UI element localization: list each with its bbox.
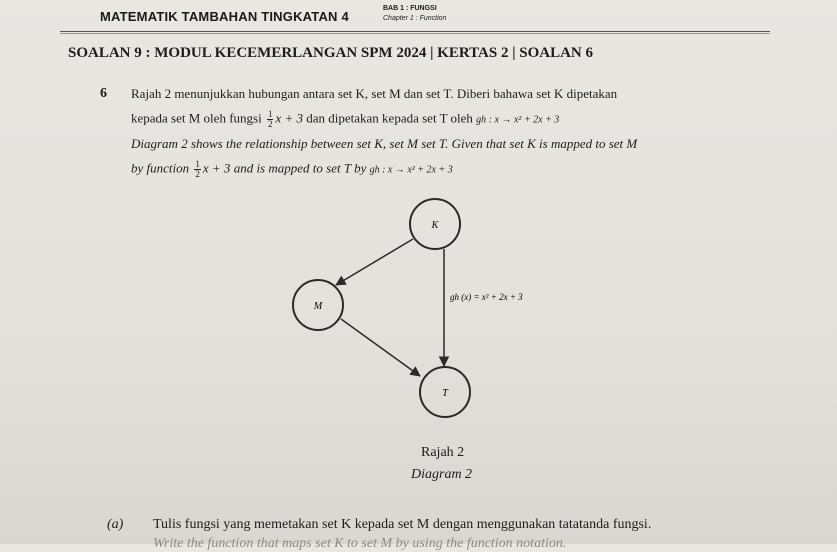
fraction-denominator: 2	[267, 119, 273, 129]
soalan-title: SOALAN 9 : MODUL KECEMERLANGAN SPM 2024 | KERTAS 2 | SOALAN 6	[68, 45, 594, 61]
fraction-denominator-en: 2	[195, 169, 200, 179]
fraction-numerator-en: 1	[195, 159, 200, 169]
english-line-2b: and is mapped to set T by	[233, 160, 367, 176]
question-number: 6	[100, 86, 107, 101]
function-tail-en: x + 3	[202, 160, 231, 176]
gh-mapping-en: gh : x → x² + 2x + 3	[369, 164, 453, 176]
malay-line-2a: kepada set M oleh fungsi	[131, 110, 262, 126]
malay-line-1: Rajah 2 menunjukkan hubungan antara set K, set M dan set T. Diberi bahawa set K dipetakan	[131, 86, 618, 101]
caption-malay: Rajah 2	[421, 445, 465, 460]
chapter-bab: BAB 1 : FUNGSI	[383, 5, 437, 12]
malay-line-2b: dan dipetakan kepada set T oleh	[306, 110, 473, 126]
arrow-k-to-m	[336, 239, 413, 285]
node-t-label: T	[442, 388, 448, 399]
fraction-numerator: 1	[267, 109, 273, 119]
arrow-m-to-t	[341, 319, 420, 376]
caption-english: Diagram 2	[411, 467, 473, 482]
function-tail: x + 3	[275, 110, 303, 126]
part-a-text: Tulis fungsi yang memetakan set K kepada set M dengan menggunakan tatatanda fungsi.	[153, 517, 652, 532]
part-a-label: (a)	[107, 517, 124, 532]
chapter-english: Chapter 1 : Function	[383, 15, 447, 22]
part-a-english: Write the function that maps set K to set M by using the function notation.	[153, 536, 567, 551]
english-line-1: Diagram 2 shows the relationship between set K, set M set T. Given that set K is mapped to set M	[131, 136, 638, 151]
node-k-label: K	[431, 220, 439, 231]
node-m-label: M	[313, 301, 323, 312]
edge-gh-label: gh (x) = x² + 2x + 3	[450, 292, 523, 302]
gh-mapping: gh : x → x² + 2x + 3	[476, 114, 560, 126]
header-title: MATEMATIK TAMBAHAN TINGKATAN 4	[100, 9, 349, 24]
english-line-2a: by function	[131, 160, 190, 176]
